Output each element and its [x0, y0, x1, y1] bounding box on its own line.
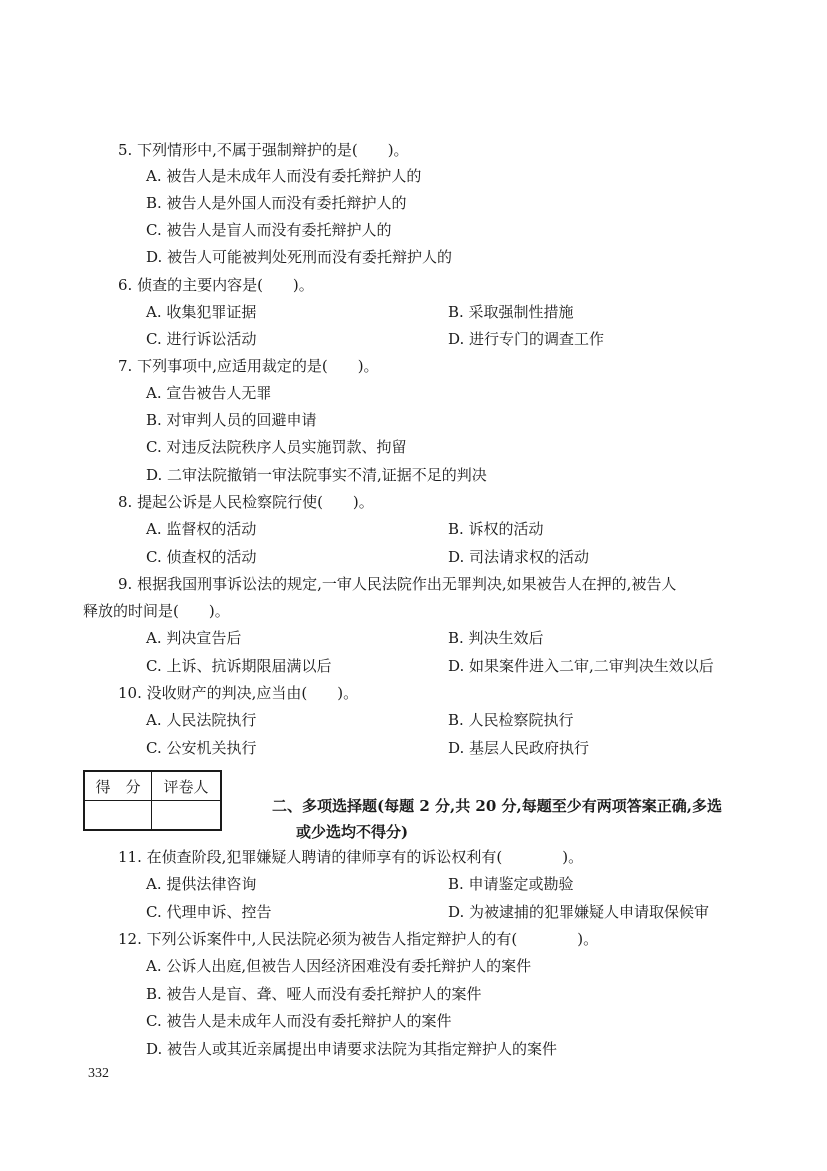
score-label: 得 分 [84, 771, 152, 801]
section-heading-line2: 或少选均不得分) [296, 823, 409, 841]
q9-option-a: A. 判决宣告后 [146, 629, 242, 647]
score-table [83, 770, 222, 831]
q5-option-d: D. 被告人可能被判处死刑而没有委托辩护人的 [146, 248, 453, 266]
q6-option-b: B. 采取强制性措施 [448, 303, 574, 321]
q8-option-b: B. 诉权的活动 [448, 520, 544, 538]
q10-option-b: B. 人民检察院执行 [448, 711, 574, 729]
q9-stem-line1: 9. 根据我国刑事诉讼法的规定,一审人民法院作出无罪判决,如果被告人在押的,被告人 [118, 575, 677, 593]
q6-option-d: D. 进行专门的调查工作 [448, 330, 605, 348]
grader-label: 评卷人 [152, 771, 222, 801]
q12-option-c: C. 被告人是未成年人而没有委托辩护人的案件 [146, 1012, 452, 1030]
q5-option-c: C. 被告人是盲人而没有委托辩护人的 [146, 221, 392, 239]
q5-option-b: B. 被告人是外国人而没有委托辩护人的 [146, 194, 407, 212]
q7-option-d: D. 二审法院撤销一审法院事实不清,证据不足的判决 [146, 466, 487, 484]
q6-option-a: A. 收集犯罪证据 [146, 303, 257, 321]
score-cell [84, 801, 152, 831]
q8-option-a: A. 监督权的活动 [146, 520, 257, 538]
q11-option-c: C. 代理申诉、控告 [146, 903, 272, 921]
q11-option-d: D. 为被逮捕的犯罪嫌疑人申请取保候审 [448, 903, 710, 921]
q10-option-c: C. 公安机关执行 [146, 739, 257, 757]
q5-stem: 5. 下列情形中,不属于强制辩护的是( )。 [118, 141, 409, 159]
q12-stem: 12. 下列公诉案件中,人民法院必须为被告人指定辩护人的有( )。 [118, 930, 599, 948]
q8-stem: 8. 提起公诉是人民检察院行使( )。 [118, 493, 374, 511]
section-heading [272, 793, 772, 845]
page-number: 332 [88, 1066, 109, 1081]
q9-stem-line2: 释放的时间是( )。 [83, 602, 230, 620]
q10-stem: 10. 没收财产的判决,应当由( )。 [118, 684, 359, 702]
q12-option-a: A. 公诉人出庭,但被告人因经济困难没有委托辩护人的案件 [146, 957, 532, 975]
q7-option-c: C. 对违反法院秩序人员实施罚款、拘留 [146, 438, 407, 456]
q12-option-b: B. 被告人是盲、聋、哑人而没有委托辩护人的案件 [146, 985, 482, 1003]
q6-stem: 6. 侦查的主要内容是( )。 [118, 276, 314, 294]
q7-stem: 7. 下列事项中,应适用裁定的是( )。 [118, 357, 379, 375]
q8-option-c: C. 侦查权的活动 [146, 548, 257, 566]
q11-option-a: A. 提供法律咨询 [146, 875, 257, 893]
q6-option-c: C. 进行诉讼活动 [146, 330, 257, 348]
q10-option-d: D. 基层人民政府执行 [448, 739, 590, 757]
q9-option-d: D. 如果案件进入二审,二审判决生效以后 [448, 657, 714, 675]
q10-option-a: A. 人民法院执行 [146, 711, 257, 729]
q8-option-d: D. 司法请求权的活动 [448, 548, 590, 566]
q7-option-a: A. 宣告被告人无罪 [146, 384, 272, 402]
q12-option-d: D. 被告人或其近亲属提出申请要求法院为其指定辩护人的案件 [146, 1040, 558, 1058]
q9-option-b: B. 判决生效后 [448, 629, 544, 647]
grader-cell [152, 801, 222, 831]
q7-option-b: B. 对审判人员的回避申请 [146, 411, 317, 429]
q5-option-a: A. 被告人是未成年人而没有委托辩护人的 [146, 167, 422, 185]
q9-option-c: C. 上诉、抗诉期限届满以后 [146, 657, 332, 675]
q11-option-b: B. 申请鉴定或勘验 [448, 875, 574, 893]
section-heading-line1: 二、多项选择题(每题 2 分,共 20 分,每题至少有两项答案正确,多选 [272, 797, 722, 815]
q11-stem: 11. 在侦查阶段,犯罪嫌疑人聘请的律师享有的诉讼权利有( )。 [118, 848, 584, 866]
